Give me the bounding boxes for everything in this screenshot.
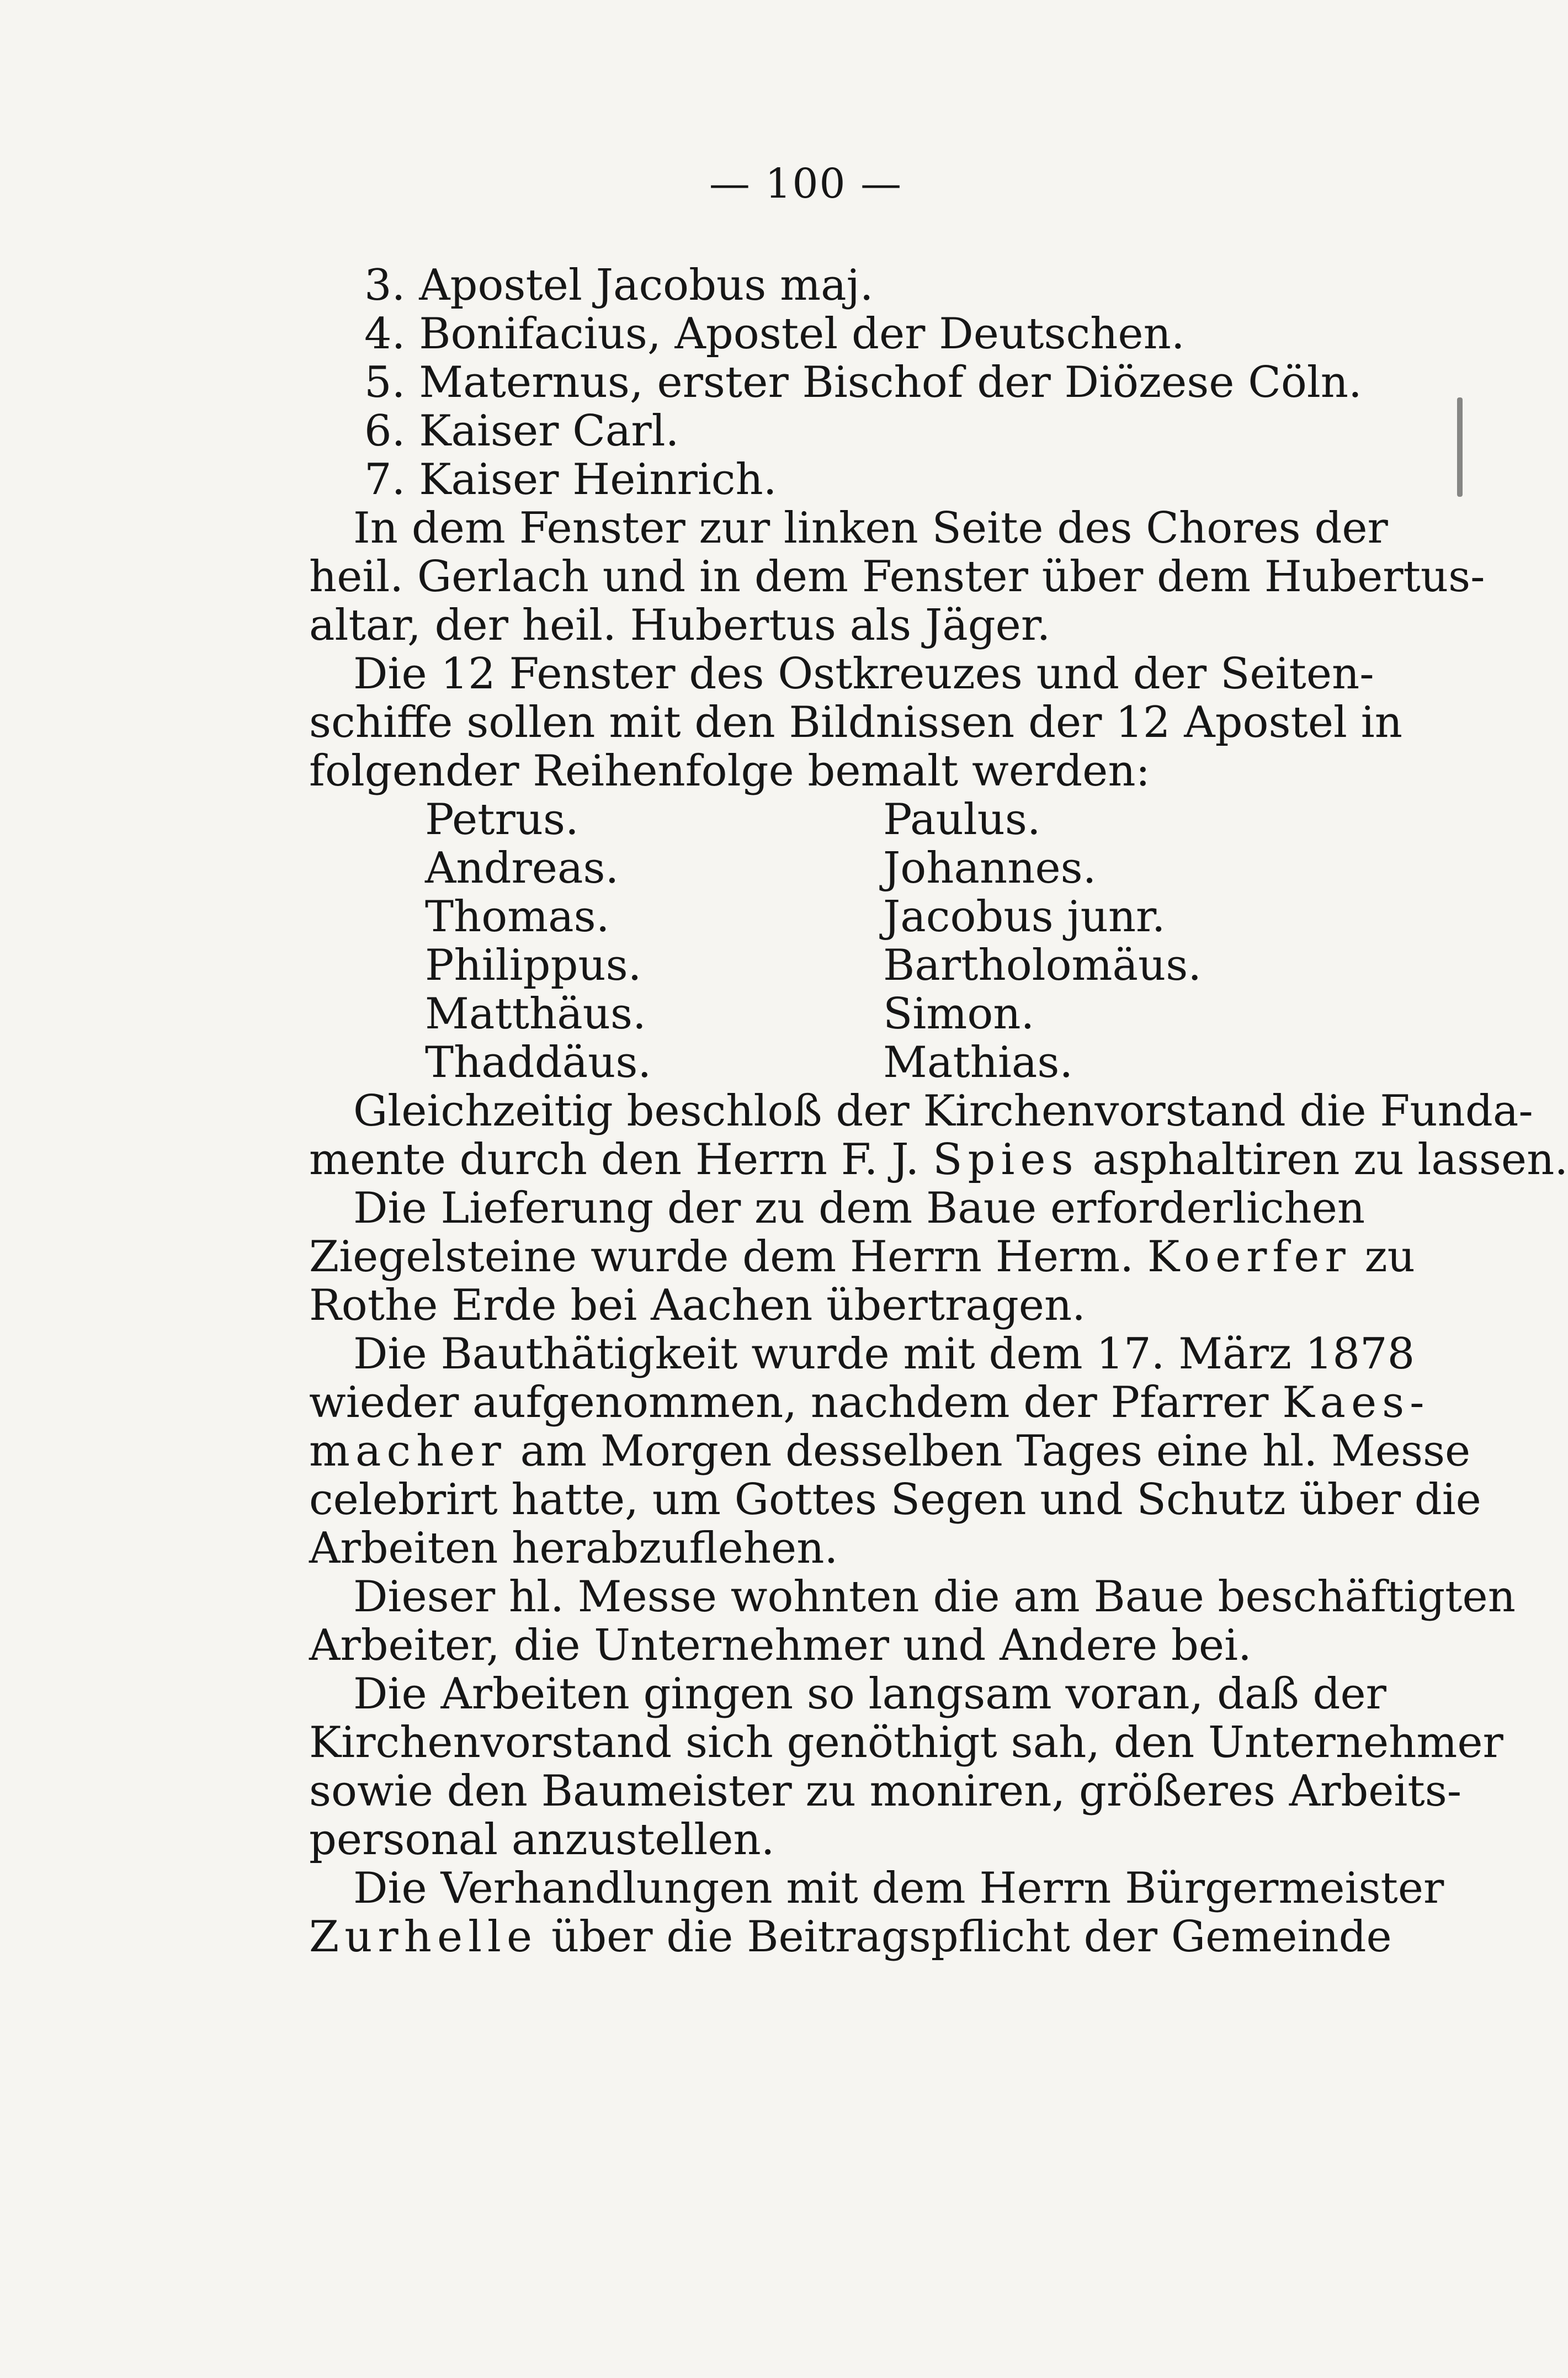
person-name: Koerfer [1147,1232,1351,1282]
page-number: — 100 — [709,160,903,208]
paragraph-line: personal anzustellen. [309,1815,775,1865]
apostle-left: Thomas. [425,892,610,942]
scan-smudge [1457,397,1463,497]
paragraph-line [309,1378,1430,1427]
person-name: Kaes- [1282,1378,1430,1427]
list-item: 3. Apostel Jacobus maj. [364,261,874,310]
list-item: 6. Kaiser Carl. [364,406,679,456]
person-name: Spies [933,1135,1079,1185]
text-run: mente durch den Herrn F. J. [309,1135,933,1185]
list-item: 4. Bonifacius, Apostel der Deutschen. [364,309,1185,359]
apostle-right: Paulus. [883,795,1041,845]
text-run: asphaltiren zu lassen. [1078,1135,1568,1185]
paragraph-line: heil. Gerlach und in dem Fenster über dem Hubertus- [309,552,1485,602]
paragraph-line: Die 12 Fenster des Ostkreuzes und der Seiten- [353,649,1374,699]
paragraph-line: folgender Reihenfolge bemalt werden: [309,746,1150,796]
text-run: am Morgen desselben Tages eine hl. Messe [506,1426,1471,1476]
paragraph-line: Arbeiter, die Unternehmer und Andere bei. [309,1621,1252,1670]
paragraph-line: Die Arbeiten gingen so langsam voran, daß der [353,1669,1386,1719]
paragraph-line: Die Verhandlungen mit dem Herrn Bürgermeister [353,1864,1444,1913]
paragraph-line: altar, der heil. Hubertus als Jäger. [309,601,1051,650]
paragraph-line: Rothe Erde bei Aachen übertragen. [309,1281,1086,1330]
apostle-left: Andreas. [425,843,619,893]
apostle-right: Johannes. [883,843,1097,893]
apostle-right: Simon. [883,989,1035,1039]
paragraph-line: Arbeiten herabzuflehen. [309,1524,838,1573]
paragraph-line [309,1912,1392,1962]
paragraph-line: Die Bauthätigkeit wurde mit dem 17. März 1878 [353,1329,1415,1379]
paragraph-line: Die Lieferung der zu dem Baue erforderlichen [353,1183,1365,1233]
paragraph-line: celebrirt hatte, um Gottes Segen und Schutz über die [309,1475,1481,1525]
apostle-left: Thaddäus. [425,1038,652,1087]
apostle-left: Matthäus. [425,989,646,1039]
person-name: macher [309,1426,507,1476]
apostle-left: Petrus. [425,795,579,845]
paragraph-line: schiffe sollen mit den Bildnissen der 12 Apostel in [309,698,1402,747]
person-name: Zurhelle [309,1912,538,1962]
text-run: über die Beitragspflicht der Gemeinde [538,1912,1392,1962]
paragraph-line: sowie den Baumeister zu moniren, größeres Arbeits- [309,1766,1462,1816]
apostle-right: Jacobus junr. [883,892,1166,942]
paragraph-line: Gleichzeitig beschloß der Kirchenvorstand die Funda- [353,1086,1533,1136]
paragraph-line [309,1232,1415,1282]
text-run: wieder aufgenommen, nachdem der Pfarrer [309,1378,1283,1427]
list-item: 5. Maternus, erster Bischof der Diözese Cöln. [364,358,1362,407]
text-run: zu [1351,1232,1415,1282]
paragraph-line [309,1426,1471,1476]
apostle-right: Mathias. [883,1038,1073,1087]
apostle-right: Bartholomäus. [883,941,1202,990]
paragraph-line [309,1135,1568,1185]
paragraph-line: Kirchenvorstand sich genöthigt sah, den Unternehmer [309,1718,1503,1767]
text-run: Ziegelsteine wurde dem Herrn Herm. [309,1232,1147,1282]
list-item: 7. Kaiser Heinrich. [364,455,777,505]
apostle-left: Philippus. [425,941,642,990]
paragraph-line: In dem Fenster zur linken Seite des Chores der [353,503,1388,553]
paragraph-line: Dieser hl. Messe wohnten die am Baue beschäftigten [353,1572,1516,1622]
